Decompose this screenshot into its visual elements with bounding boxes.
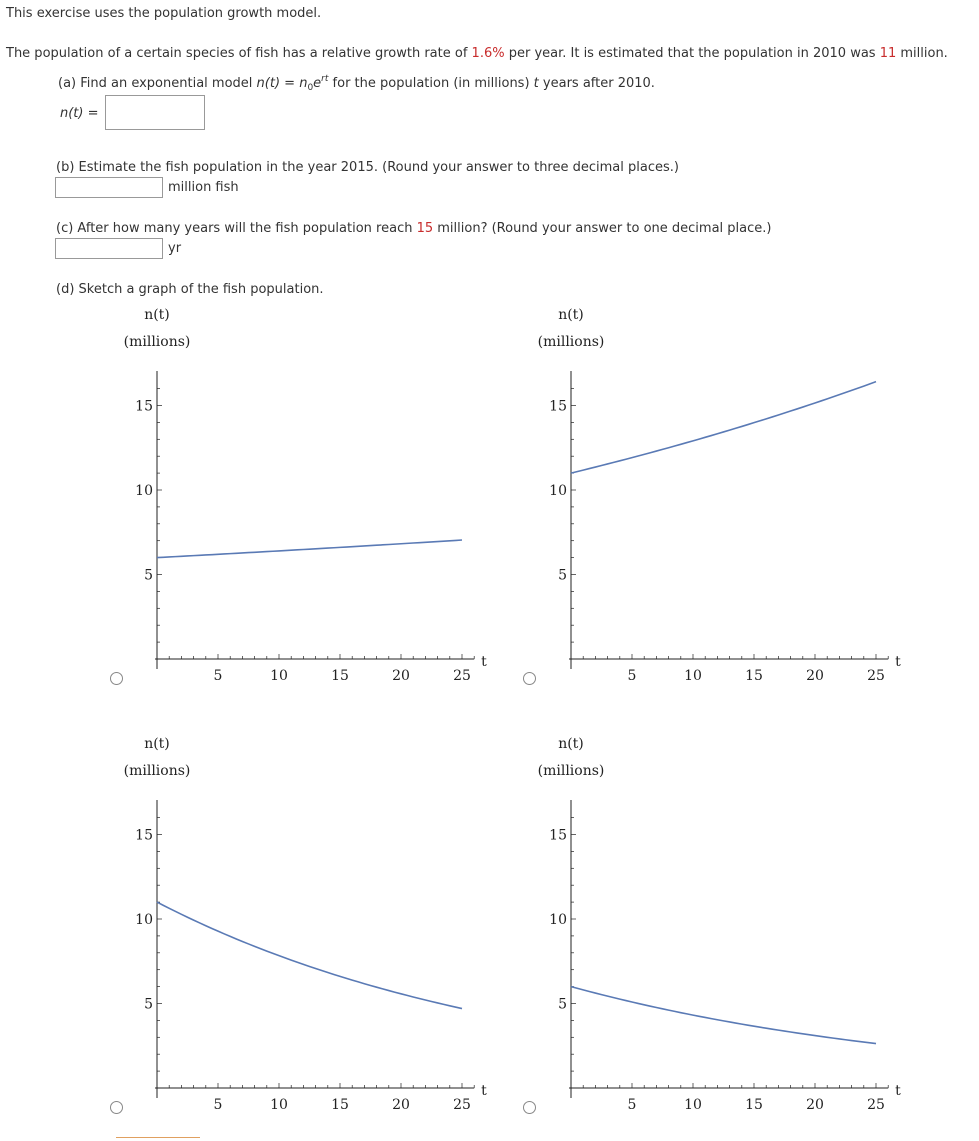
population-curve (571, 987, 876, 1044)
x-tick-label: 5 (627, 668, 637, 684)
population-curve (157, 902, 462, 1008)
part-a-suffix: years after 2010. (538, 76, 655, 91)
x-tick-label: 25 (867, 668, 885, 684)
y-axis-label-millions: (millions) (537, 763, 605, 779)
y-tick-label: 10 (549, 912, 567, 928)
part-c-suffix: million? (Round your answer to one decimal place.) (433, 221, 772, 236)
graph-3 (124, 736, 488, 1113)
target-population: 15 (416, 221, 434, 236)
y-axis-label-nt: n(t) (144, 307, 170, 323)
part-b-question: (b) Estimate the fish population in the year 2015. (Round your answer to three decimal places.) (56, 160, 679, 175)
y-tick-label: 5 (144, 567, 153, 584)
x-tick-label: 10 (684, 668, 702, 684)
x-tick-label: 25 (453, 1097, 471, 1113)
x-tick-label: 25 (453, 668, 471, 684)
x-tick-label: 15 (331, 1097, 349, 1113)
graph-2 (538, 307, 902, 684)
y-axis-label-millions: (millions) (537, 334, 605, 350)
y-tick-label: 15 (135, 827, 153, 844)
growth-rate: 1.6% (471, 46, 505, 61)
y-axis-label-nt: n(t) (558, 736, 584, 752)
x-tick-label: 10 (270, 1097, 288, 1113)
x-tick-label: 25 (867, 1097, 885, 1113)
graph-1 (124, 307, 488, 684)
model-e: e (313, 76, 322, 91)
x-tick-label: 20 (392, 1097, 410, 1113)
y-tick-label: 15 (549, 398, 567, 415)
x-tick-label: 20 (806, 1097, 824, 1113)
x-axis-label: t (895, 654, 901, 670)
part-c-prefix: (c) After how many years will the fish population reach (56, 221, 417, 236)
problem-part2: per year. It is estimated that the population in 2010 was (504, 46, 880, 61)
model-eq: = (280, 76, 300, 91)
model-lhs: n(t) (256, 76, 281, 91)
y-axis-label-nt: n(t) (558, 307, 584, 323)
x-tick-label: 5 (213, 668, 223, 684)
x-tick-label: 15 (331, 668, 349, 684)
y-tick-label: 5 (558, 996, 567, 1013)
y-axis-label-millions: (millions) (123, 334, 191, 350)
population-curve (571, 382, 876, 473)
y-tick-label: 5 (144, 996, 153, 1013)
problem-part1: The population of a certain species of fish has a relative growth rate of (6, 46, 472, 61)
y-tick-label: 15 (549, 827, 567, 844)
intro-text: This exercise uses the population growth model. (6, 6, 322, 21)
part-a-mid: for the population (in millions) (328, 76, 534, 91)
y-tick-label: 5 (558, 567, 567, 584)
million-fish-unit: million fish (168, 180, 239, 195)
x-tick-label: 10 (270, 668, 288, 684)
part-d-question: (d) Sketch a graph of the fish population. (56, 282, 324, 297)
population-curve (157, 540, 462, 558)
x-axis-label: t (481, 1083, 487, 1099)
model-exponent: rt (321, 74, 329, 84)
y-tick-label: 10 (135, 483, 153, 499)
next-button-edge (116, 1137, 200, 1141)
x-tick-label: 5 (627, 1097, 637, 1113)
answer-label-n: n(t) (60, 106, 84, 121)
y-tick-label: 15 (135, 398, 153, 415)
y-axis-label-nt: n(t) (144, 736, 170, 752)
x-axis-label: t (895, 1083, 901, 1099)
y-axis-label-millions: (millions) (123, 763, 191, 779)
x-tick-label: 20 (392, 668, 410, 684)
x-tick-label: 15 (745, 1097, 763, 1113)
model-n: n (299, 76, 308, 91)
x-tick-label: 20 (806, 668, 824, 684)
model-subscript: 0 (307, 83, 314, 93)
x-tick-label: 10 (684, 1097, 702, 1113)
x-tick-label: 15 (745, 668, 763, 684)
part-a-prefix: (a) Find an exponential model (58, 76, 257, 91)
yr-unit: yr (168, 241, 182, 256)
initial-population: 11 (879, 46, 897, 61)
answer-label-eq: = (83, 106, 99, 121)
graph-4 (538, 736, 902, 1113)
y-tick-label: 10 (549, 483, 567, 499)
problem-part3: million. (896, 46, 948, 61)
x-tick-label: 5 (213, 1097, 223, 1113)
y-tick-label: 10 (135, 912, 153, 928)
model-t: t (533, 76, 539, 91)
x-axis-label: t (481, 654, 487, 670)
